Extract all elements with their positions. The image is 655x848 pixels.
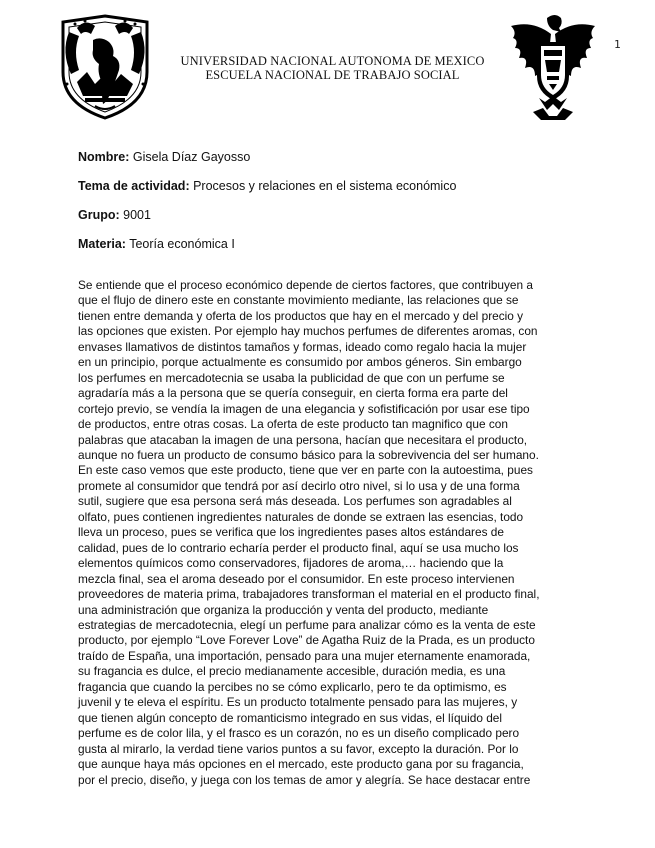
field-tema-de-actividad <box>78 178 456 207</box>
text-line: calidad, pues de lo contrario echaría perder el producto final, aquí se usa mucho los <box>78 540 519 555</box>
text-line: mezcla final, sea el aroma deseado por el consumidor. En este proceso intervienen <box>78 571 515 586</box>
school-name: ESCUELA NACIONAL DE TRABAJO SOCIAL <box>205 68 460 82</box>
field-label: Materia: <box>78 237 126 251</box>
text-line: las opciones que existen. Por ejemplo hay muchos perfumes de diferentes aromas, con <box>78 324 538 339</box>
essay-paragraph <box>78 278 583 788</box>
text-line: estrategias de mercadotecnia, elegí un perfume para analizar cómo es la venta de este <box>78 617 536 632</box>
text-line: que tienen algún concepto de romanticismo integrado en sus vidas, el líquido del <box>78 710 503 725</box>
text-line: que aunque haya más opciones en el mercado, este producto gana por su fragancia, <box>78 757 524 772</box>
text-line: palabras que atacaban la imagen de una persona, hacían que necesitara el producto, <box>78 432 528 447</box>
text-line: En este caso vemos que este producto, tiene que ver en parte con la autoestima, pues <box>78 463 533 478</box>
text-line: elementos químicos como conservadores, fijadores de aroma,… haciendo que la <box>78 556 504 571</box>
national-eagle-logo <box>503 12 603 122</box>
text-line: tienen entre demanda y oferta de los productos que hay en el mercado y del precio y <box>78 308 524 323</box>
field-label: Nombre: <box>78 150 130 164</box>
field-value: 9001 <box>123 208 151 222</box>
text-line: perfume es de color lila, y el frasco es un corazón, no es un diseño complicado pero <box>78 726 520 741</box>
text-line: juvenil y te eleva el espíritu. Es un producto totalmente pensado para las mujeres, y <box>78 695 518 710</box>
text-line: promete al consumidor que tendrá por así decirlo otro nivel, si lo usa y de una forma <box>78 478 520 493</box>
text-line: proveedores de materia prima, trabajadores transforman el material en el producto final, <box>78 587 540 602</box>
university-name: UNIVERSIDAD NACIONAL AUTONOMA DE MEXICO <box>180 54 485 68</box>
unam-crest-logo <box>55 12 155 122</box>
field-value: Teoría económica I <box>129 237 235 251</box>
text-line: agradaría más a la persona que se quería conseguir, en cierta forma era parte del <box>78 386 508 401</box>
text-line: producto, por ejemplo “Love Forever Love” de Agatha Ruiz de la Prada, es un producto <box>78 633 535 648</box>
field-materia <box>78 236 456 265</box>
text-line: su fragancia es dulce, el precio medianamente accesible, duración media, es una <box>78 664 506 679</box>
text-line: fragancia que cuando la percibes no se cómo explicarlo, pero te da optimismo, es <box>78 679 507 694</box>
text-line: envases llamativos de distintos tamaños y formas, ideado como regalo hacia la mujer <box>78 339 527 354</box>
text-line: lleva un proceso, pues se verifica que los ingredientes pases altos estándares de <box>78 525 504 540</box>
text-line: una administración que organiza la producción y venta del producto, mediante <box>78 602 489 617</box>
field-grupo <box>78 207 456 236</box>
text-line: cortejo previo, se vendía la imagen de una elegancia y sofistificación por usar ese tipo <box>78 401 530 416</box>
document-header <box>160 54 505 82</box>
text-line: aunque no fuera un producto de consumo básico para la sobrevivencia del ser humano. <box>78 447 539 462</box>
field-label: Grupo: <box>78 208 120 222</box>
text-line: gusta al mirarlo, la verdad tiene varios puntos a su favor, excepto la duración. Por lo <box>78 741 519 756</box>
text-line: Se entiende que el proceso económico depende de ciertos factores, que contribuyen a <box>78 278 533 292</box>
student-info <box>78 149 456 265</box>
text-line: traído de España, una importación, pensado para una mujer eternamente enamorada, <box>78 648 531 663</box>
text-line: por el precio, diseño, y juega con los temas de amor y alegría. Se hace destacar entre <box>78 772 531 787</box>
text-line: sutil, sugiere que esa persona será más deseada. Los perfumes son agradables al <box>78 494 512 509</box>
page-number: 1 <box>614 38 621 51</box>
text-line: de productos, entre otras cosas. La oferta de este producto tan magnifico que con <box>78 417 508 432</box>
text-line: que el flujo de dinero este en constante movimiento mediante, las relaciones que se <box>78 293 519 308</box>
text-line: olfato, pues contienen ingredientes naturales de donde se extraen las esencias, todo <box>78 509 524 524</box>
field-value: Procesos y relaciones en el sistema económico <box>193 179 457 193</box>
text-line: los perfumes en mercadotecnia se usaba la publicidad de que con un perfume se <box>78 370 505 385</box>
field-value: Gisela Díaz Gayosso <box>132 150 251 164</box>
text-line: en un principio, porque actualmente es consumido por ambos géneros. Sin embargo <box>78 355 522 370</box>
field-nombre <box>78 149 456 178</box>
field-label: Tema de actividad: <box>78 179 190 193</box>
